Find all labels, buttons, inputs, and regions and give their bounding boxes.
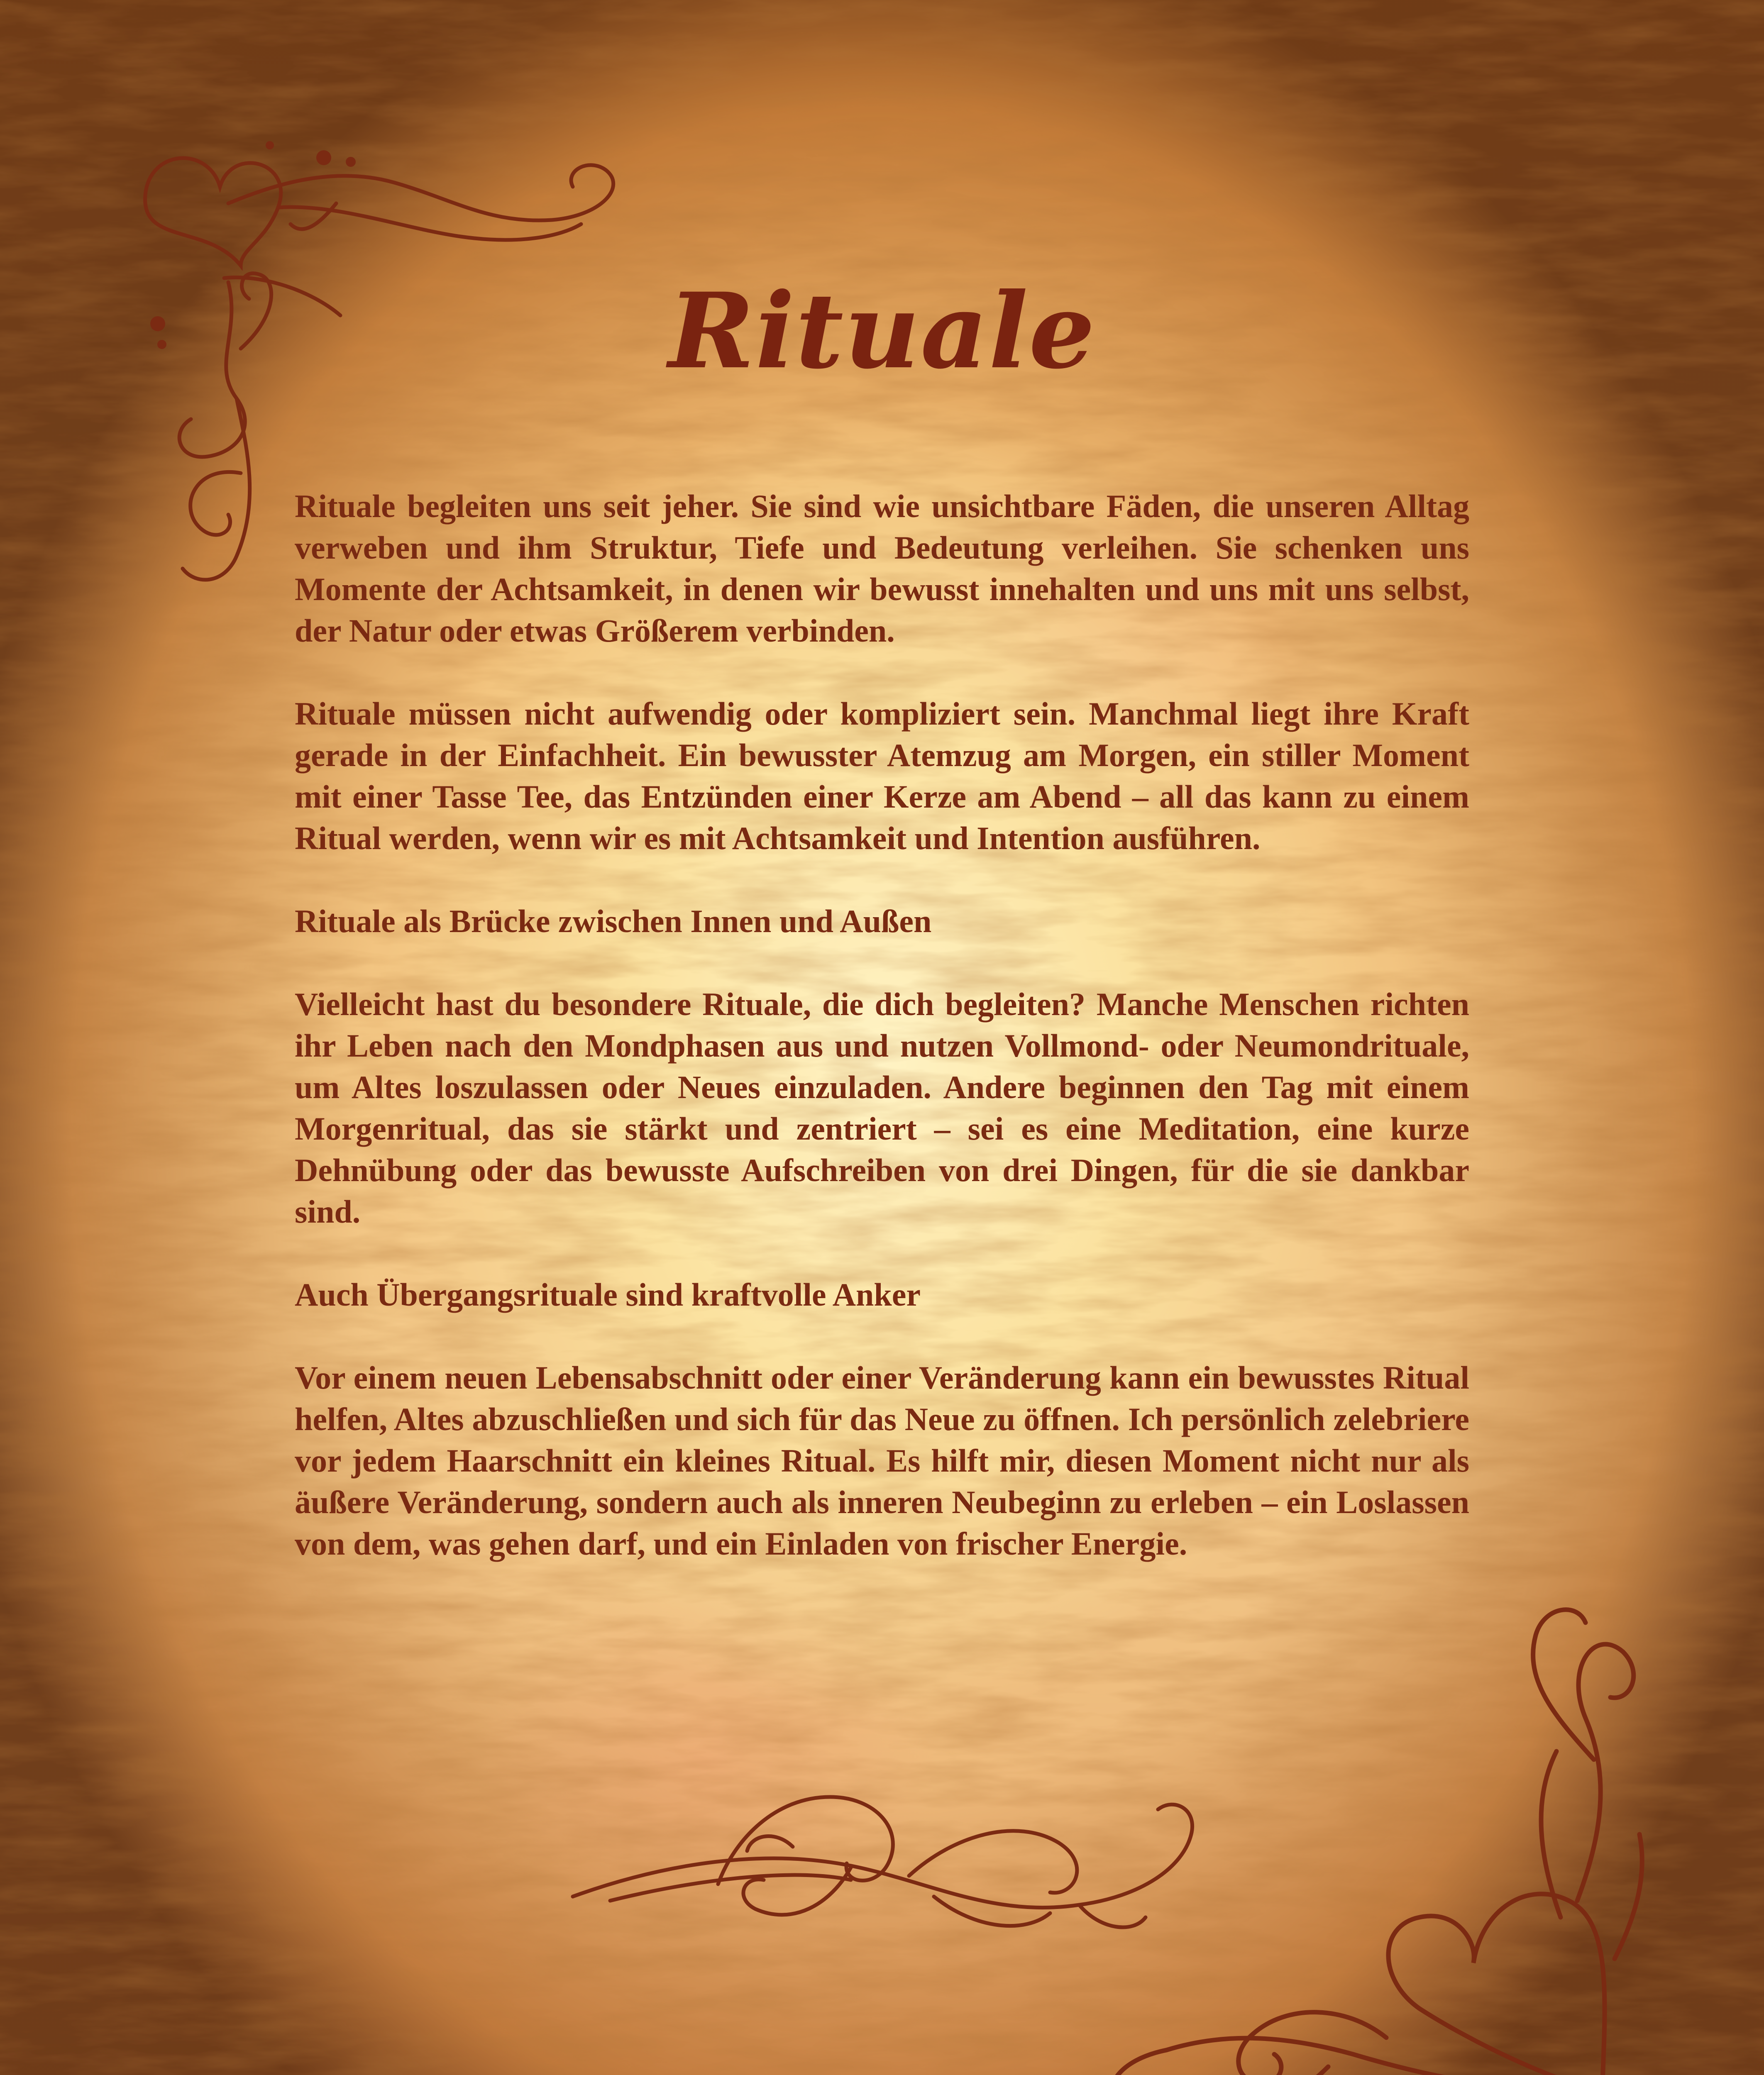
section-heading: Auch Übergangsrituale sind kraftvolle Anker xyxy=(295,1274,1469,1316)
paragraph: Rituale begleiten uns seit jeher. Sie sind wie unsichtbare Fäden, die unseren Alltag verweben und ihm Struktur, Tiefe und Bedeutung verleihen. Sie schenken uns Momente der Achtsamkeit, in denen wir bewusst innehalten und uns mit uns selbst, der Natur oder etwas Größerem verbinden. xyxy=(295,486,1469,652)
paragraph: Vor einem neuen Lebensabschnitt oder einer Veränderung kann ein bewusstes Ritual helfen, Altes abzuschließen und sich für das Neue zu öffnen. Ich persönlich zelebriere vor jedem Haarschnitt ein kleines Ritual. Es hilft mir, diesen Moment nicht nur als äußere Veränderung, sondern auch als inneren Neubeginn zu erleben – ein Loslassen von dem, was gehen darf, und ein Einladen von frischer Energie. xyxy=(295,1357,1469,1565)
paragraph: Vielleicht hast du besondere Rituale, die dich begleiten? Manche Menschen richten ihr Leben nach den Mondphasen aus und nutzen Vollmond- oder Neumondrituale, um Altes loszulassen oder Neues einzuladen. Andere beginnen den Tag mit einem Morgenritual, das sie stärkt und zentriert – sei es eine Meditation, eine kurze Dehnübung oder das bewusste Aufschreiben von drei Dingen, für die sie dankbar sind. xyxy=(295,984,1469,1233)
section-heading: Rituale als Brücke zwischen Innen und Außen xyxy=(295,901,1469,942)
page-title: Rituale xyxy=(0,270,1764,392)
paragraph: Rituale müssen nicht aufwendig oder kompliziert sein. Manchmal liegt ihre Kraft gerade in der Einfachheit. Ein bewusster Atemzug am Morgen, ein stiller Moment mit einer Tasse Tee, das Entzünden einer Kerze am Abend – all das kann zu einem Ritual werden, wenn wir es mit Achtsamkeit und Intention ausführen. xyxy=(295,693,1469,859)
